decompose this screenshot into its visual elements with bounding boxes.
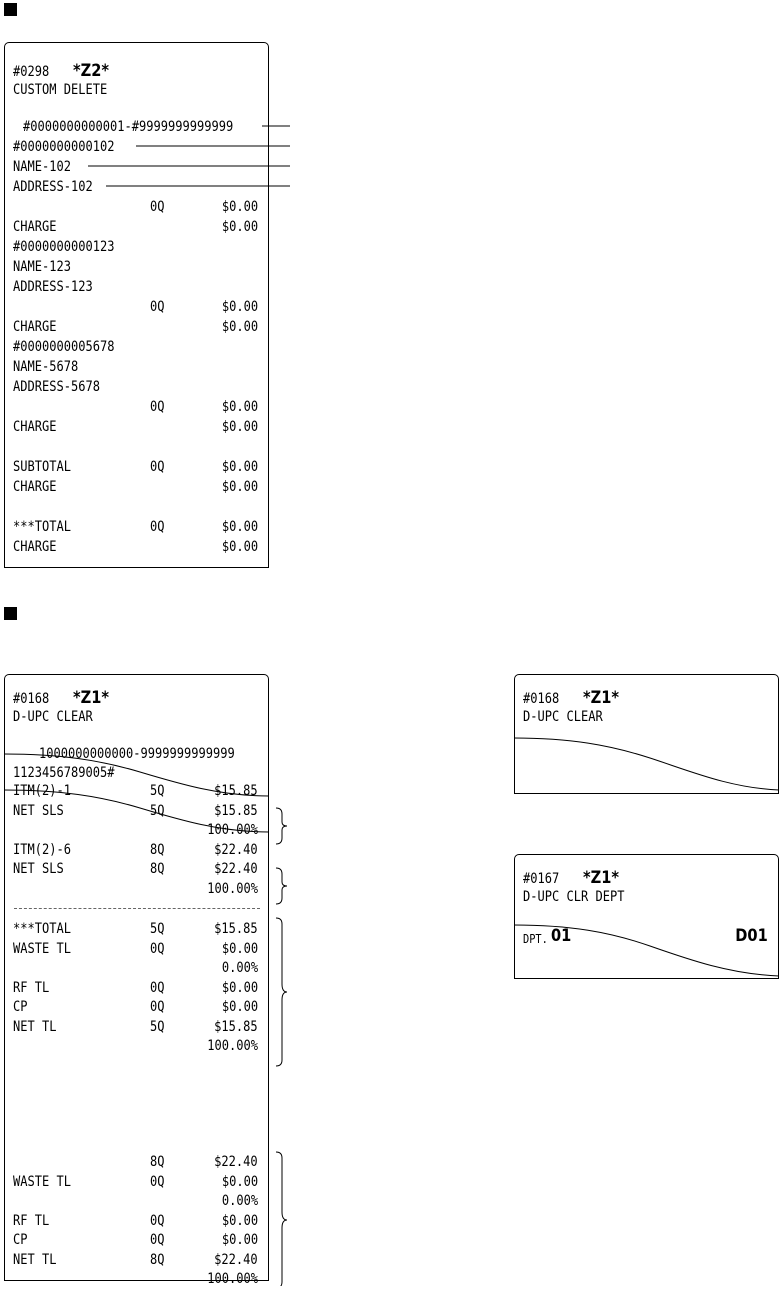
row-amount: $0.00	[221, 199, 258, 215]
tear-edge-small	[514, 738, 779, 790]
row-amount: $0.00	[221, 219, 258, 235]
row-quantity: 0Q	[150, 199, 165, 215]
row-label: NET TL	[13, 1018, 57, 1035]
row-label: CHARGE	[13, 419, 57, 435]
receipt-title: D-UPC CLEAR	[13, 709, 93, 725]
row-amount: $0.00	[221, 979, 258, 996]
receipt-title: CUSTOM DELETE	[13, 82, 108, 98]
row-label: CP	[13, 999, 28, 1015]
row-quantity: 0Q	[150, 999, 165, 1015]
row-quantity: 8Q	[150, 1154, 165, 1170]
receipt-number: #0167	[523, 871, 560, 887]
row-quantity: 0Q	[150, 979, 165, 996]
row-label: #0000000000102	[13, 139, 115, 155]
row-label: NET SLS	[13, 861, 64, 877]
row-quantity: 8Q	[150, 1251, 165, 1268]
brace-cont	[276, 1152, 287, 1286]
dpt-label: DPT.	[523, 932, 548, 946]
row-label: RF TL	[13, 979, 50, 996]
report-mark: *Z1*	[583, 868, 620, 888]
row-label: ITM(2)-6	[13, 841, 71, 858]
row-amount: $0.00	[221, 519, 258, 535]
row-quantity: 5Q	[150, 1018, 165, 1035]
row-quantity: 5Q	[150, 921, 165, 937]
row-label: CHARGE	[13, 319, 57, 335]
row-quantity: 5Q	[150, 802, 165, 819]
row-quantity: 8Q	[150, 841, 165, 858]
row-quantity: 0Q	[150, 299, 165, 315]
row-label: CP	[13, 1232, 28, 1248]
row-label: WASTE TL	[13, 940, 71, 957]
row-quantity: 5Q	[150, 783, 165, 799]
row-amount: 0.00%	[221, 1193, 258, 1209]
row-label: CHARGE	[13, 479, 57, 495]
row-amount: $0.00	[221, 940, 258, 957]
row-label: NAME-123	[13, 259, 71, 275]
receipt-title: D-UPC CLR DEPT	[523, 889, 625, 905]
row-quantity: 0Q	[150, 459, 165, 475]
tear-edge-dept	[514, 925, 779, 976]
row-amount: $0.00	[221, 319, 258, 335]
row-label: #0000000000123	[13, 239, 115, 255]
row-label: ADDRESS-5678	[13, 379, 100, 395]
row-label: NAME-5678	[13, 359, 79, 375]
row-quantity: 8Q	[150, 861, 165, 877]
row-quantity: 0Q	[150, 940, 165, 957]
dpt-code: 01	[551, 926, 572, 946]
row-amount: $22.40	[214, 861, 258, 877]
row-label: ITM(2)-1	[13, 783, 71, 799]
row-amount: $0.00	[221, 539, 258, 555]
row-amount: 100.00%	[207, 822, 258, 838]
receipt-title: D-UPC CLEAR	[523, 709, 603, 725]
row-amount: 100.00%	[207, 1271, 258, 1287]
row-label: ADDRESS-102	[13, 179, 93, 195]
row-quantity: 0Q	[150, 1212, 165, 1229]
row-amount: $0.00	[221, 1173, 258, 1190]
report-mark: *Z1*	[73, 688, 110, 708]
receipt-number: #0168	[13, 691, 50, 707]
row-label: RF TL	[13, 1212, 50, 1229]
row-amount: $0.00	[221, 399, 258, 415]
row-label: ADDRESS-123	[13, 279, 93, 295]
row-amount: $0.00	[221, 1212, 258, 1229]
code-range: 1000000000000-9999999999999	[39, 746, 235, 762]
row-amount: $0.00	[221, 459, 258, 475]
item-code: 1123456789005#	[13, 765, 115, 781]
brace-total	[276, 918, 287, 1066]
row-amount: $22.40	[214, 841, 258, 858]
dept-code: D01	[735, 926, 768, 946]
row-amount: $15.85	[214, 783, 258, 799]
row-label: SUBTOTAL	[13, 459, 71, 475]
row-amount: $0.00	[221, 479, 258, 495]
brace-itm6	[276, 868, 287, 904]
row-amount: $0.00	[221, 999, 258, 1015]
code-range: #0000000000001-#9999999999999	[23, 119, 234, 135]
row-amount: $0.00	[221, 419, 258, 435]
row-amount: $0.00	[221, 1232, 258, 1248]
receipt-number: #0298	[13, 64, 50, 80]
row-quantity: 0Q	[150, 1232, 165, 1248]
row-amount: $15.85	[214, 1018, 258, 1035]
row-label: CHARGE	[13, 219, 57, 235]
row-amount: 100.00%	[207, 1038, 258, 1054]
row-amount: $22.40	[214, 1154, 258, 1170]
row-label: NAME-102	[13, 159, 71, 175]
row-label: CHARGE	[13, 539, 57, 555]
row-label: NET SLS	[13, 802, 64, 819]
tear-edge-top	[4, 790, 269, 832]
receipt-number: #0168	[523, 691, 560, 707]
row-quantity: 0Q	[150, 1173, 165, 1190]
row-amount: $15.85	[214, 921, 258, 937]
row-quantity: 0Q	[150, 519, 165, 535]
tear-edge-bottom	[4, 754, 269, 796]
row-amount: $0.00	[221, 299, 258, 315]
row-label: ***TOTAL	[13, 519, 71, 535]
row-amount: $15.85	[214, 802, 258, 819]
row-quantity: 0Q	[150, 399, 165, 415]
row-amount: $22.40	[214, 1251, 258, 1268]
row-label: #0000000005678	[13, 339, 115, 355]
report-mark: *Z2*	[73, 61, 110, 81]
row-label: WASTE TL	[13, 1173, 71, 1190]
row-amount: 100.00%	[207, 880, 258, 897]
brace-itm1	[276, 808, 287, 844]
row-label: ***TOTAL	[13, 921, 71, 937]
report-mark: *Z1*	[583, 688, 620, 708]
row-amount: 0.00%	[221, 960, 258, 976]
row-label: NET TL	[13, 1251, 57, 1268]
